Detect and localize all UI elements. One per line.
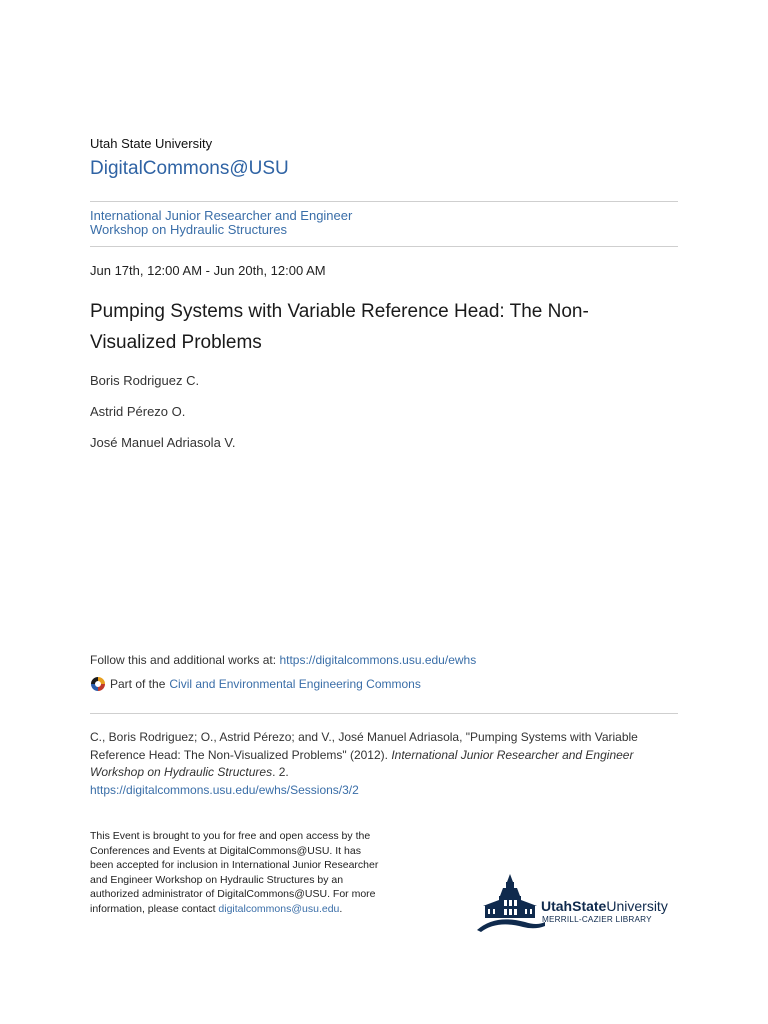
- cover-page: [90, 0, 678, 1024]
- title-line-1: Pumping Systems with Variable Reference Head: The Non-: [90, 301, 589, 322]
- follow-url-link[interactable]: https://digitalcommons.usu.edu/ewhs: [279, 653, 477, 667]
- access-statement: [90, 829, 380, 917]
- citation-text: C., Boris Rodriguez; O., Astrid Pérezo; and V., José Manuel Adriasola, "Pumping Systems with Variable Reference Head: The Non-Visualized Problems" (2012).: [90, 730, 638, 762]
- title-line-2: Visualized Problems: [90, 332, 262, 353]
- citation-url-link[interactable]: https://digitalcommons.usu.edu/ewhs/Sessions/3/2: [90, 782, 359, 797]
- citation-series: International Junior Researcher and Engineer Workshop on Hydraulic Structures: [90, 747, 634, 779]
- repository-link[interactable]: DigitalCommons@USU: [90, 158, 289, 179]
- follow-prefix: Follow this and additional works at:: [90, 653, 280, 667]
- author-3: José Manuel Adriasola V.: [90, 435, 236, 450]
- series-line-2: Workshop on Hydraulic Structures: [90, 222, 288, 237]
- access-text: This Event is brought to you for free and open access by the Conferences and Events at DigitalCommons@USU. It has been accepted for inclusion in International Junior Researcher and Engineer Workshop on Hydraulic Structures by an authorized administrator of DigitalCommons@USU. For more information, please contact: [90, 830, 379, 915]
- event-title: [90, 296, 650, 358]
- logo-subtitle: MERRILL-CAZIER LIBRARY: [542, 915, 652, 924]
- part-of-line: [90, 676, 421, 692]
- logo-word-utahstate: UtahState: [541, 898, 607, 914]
- logo-wordmark: [541, 898, 668, 914]
- follow-line: [90, 653, 476, 667]
- contact-email-link[interactable]: digitalcommons@usu.edu: [218, 902, 340, 915]
- divider: [90, 713, 678, 714]
- old-main-tower-icon: [475, 872, 545, 934]
- divider: [90, 201, 678, 202]
- commons-link[interactable]: Civil and Environmental Engineering Commons: [169, 677, 421, 691]
- event-dates: Jun 17th, 12:00 AM - Jun 20th, 12:00 AM: [90, 263, 326, 278]
- series-line-1: International Junior Researcher and Engineer: [90, 208, 353, 223]
- citation: [90, 729, 670, 799]
- divider: [90, 246, 678, 247]
- author-2: Astrid Pérezo O.: [90, 404, 186, 419]
- author-1: Boris Rodriguez C.: [90, 373, 200, 388]
- part-of-prefix: Part of the: [110, 677, 166, 691]
- usu-library-logo: [475, 872, 685, 934]
- series-link[interactable]: [90, 209, 430, 237]
- logo-word-university: University: [606, 898, 668, 914]
- access-end: .: [339, 902, 343, 915]
- network-icon: [90, 676, 106, 692]
- institution-name: Utah State University: [90, 136, 213, 151]
- citation-number: . 2.: [272, 765, 289, 779]
